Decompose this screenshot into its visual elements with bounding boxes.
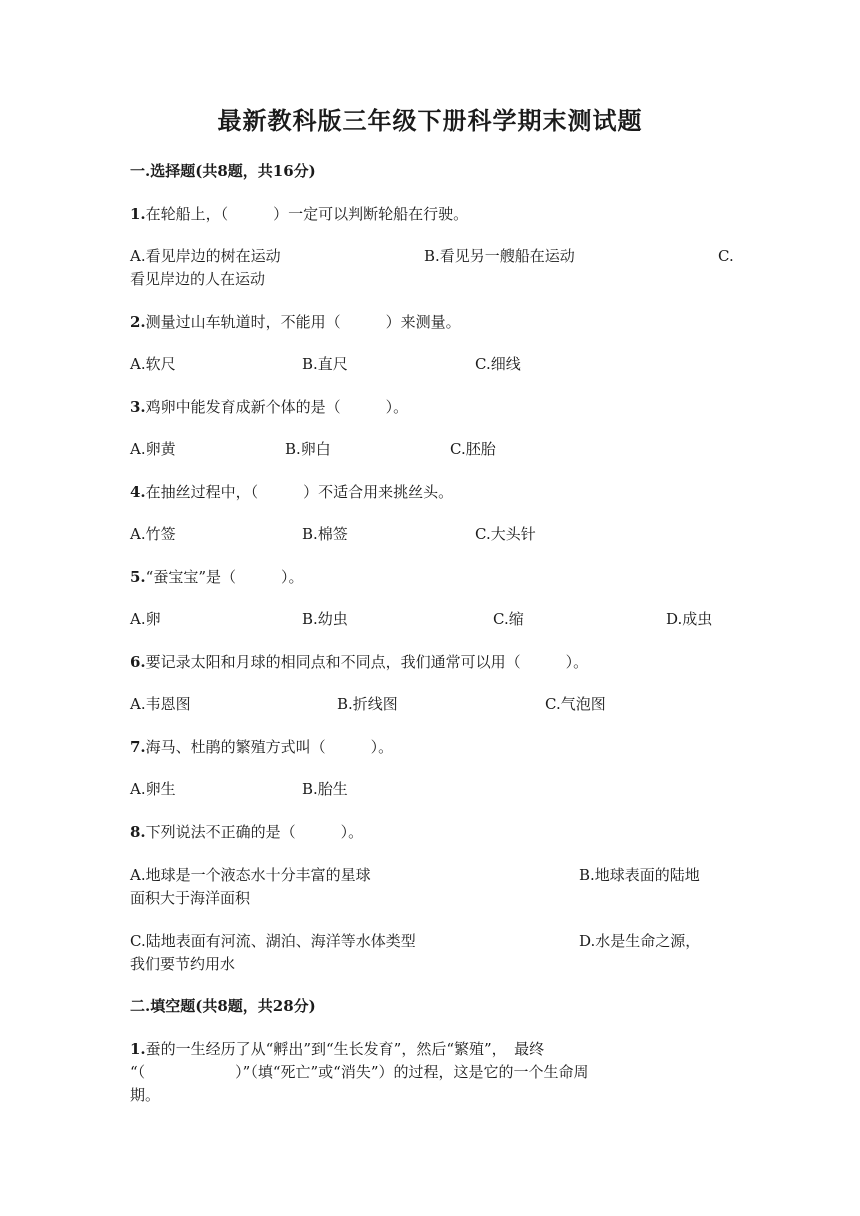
- question-number: 7.: [130, 738, 146, 756]
- question-number: 3.: [130, 398, 146, 416]
- option-b: B.棉签: [302, 525, 348, 543]
- option-b: B.直尺: [302, 355, 348, 373]
- option-a: A.卵: [130, 610, 161, 628]
- question-stem: “蚕宝宝”是（ ）。: [145, 568, 304, 586]
- question-stem: 下列说法不正确的是（ ）。: [145, 823, 364, 841]
- option-a: A.竹签: [130, 525, 176, 543]
- option-c: C.胚胎: [450, 440, 496, 458]
- page-title: 最新教科版三年级下册科学期末测试题: [217, 106, 643, 135]
- question-3: [130, 396, 408, 418]
- question-8: [130, 821, 363, 843]
- question-stem-line-1: 蚕的一生经历了从“孵出”到“生长发育”，然后“繁殖”， 最终: [145, 1040, 545, 1058]
- option-b: B.幼虫: [302, 610, 348, 628]
- question-number: 1.: [130, 1040, 146, 1058]
- option-a: A.看见岸边的树在运动: [130, 247, 281, 265]
- question-number: 1.: [130, 205, 146, 223]
- option-c-continuation: 看见岸边的人在运动: [130, 270, 266, 288]
- option-d: D.成虫: [666, 610, 713, 628]
- option-b: B.卵白: [285, 440, 331, 458]
- question-number: 2.: [130, 313, 146, 331]
- question-2: [130, 311, 461, 333]
- option-b-continuation: 面积大于海洋面积: [130, 889, 251, 907]
- option-a: A.卵黄: [130, 440, 176, 458]
- question-number: 6.: [130, 653, 146, 671]
- question-stem: 要记录太阳和月球的相同点和不同点，我们通常可以用（ ）。: [145, 653, 589, 671]
- question-6: [130, 651, 588, 673]
- question-4: [130, 481, 453, 503]
- option-c: C.陆地表面有河流、湖泊、海洋等水体类型: [130, 932, 416, 950]
- option-b: B.胎生: [302, 780, 348, 798]
- question-stem-line-3: 期。: [130, 1086, 161, 1104]
- question-7: [130, 736, 393, 758]
- section-heading-fill: 二.填空题(共8题，共28分): [130, 997, 316, 1015]
- question-stem: 鸡卵中能发育成新个体的是（ ）。: [145, 398, 409, 416]
- option-c: C.大头针: [475, 525, 536, 543]
- question-stem: 测量过山车轨道时，不能用（ ）来测量。: [145, 313, 461, 331]
- option-a: A.地球是一个液态水十分丰富的星球: [130, 866, 371, 884]
- section-heading-choice: 一.选择题(共8题，共16分): [130, 162, 316, 180]
- option-d-continuation: 我们要节约用水: [130, 955, 236, 973]
- option-c: C.: [718, 247, 734, 265]
- question-1: [130, 203, 468, 225]
- question-stem-line-2: “（ ）”（填“死亡”或“消失”）的过程，这是它的一个生命周: [130, 1063, 589, 1081]
- question-stem: 海马、杜鹃的繁殖方式叫（ ）。: [145, 738, 394, 756]
- question-5: [130, 566, 304, 588]
- option-c: C.缩: [493, 610, 524, 628]
- option-a: A.韦恩图: [130, 695, 191, 713]
- option-b: B.看见另一艘船在运动: [424, 247, 575, 265]
- option-d: D.水是生命之源，: [579, 932, 701, 950]
- question-stem: 在轮船上，（ ）一定可以判断轮船在行驶。: [145, 205, 469, 223]
- question-number: 8.: [130, 823, 146, 841]
- option-c: C.气泡图: [545, 695, 606, 713]
- option-a: A.软尺: [130, 355, 176, 373]
- question-number: 5.: [130, 568, 146, 586]
- option-b: B.地球表面的陆地: [579, 866, 700, 884]
- question-number: 4.: [130, 483, 146, 501]
- option-b: B.折线图: [337, 695, 398, 713]
- option-c: C.细线: [475, 355, 521, 373]
- question-stem: 在抽丝过程中，（ ）不适合用来挑丝头。: [145, 483, 454, 501]
- option-a: A.卵生: [130, 780, 176, 798]
- fill-question-1: [130, 1038, 544, 1060]
